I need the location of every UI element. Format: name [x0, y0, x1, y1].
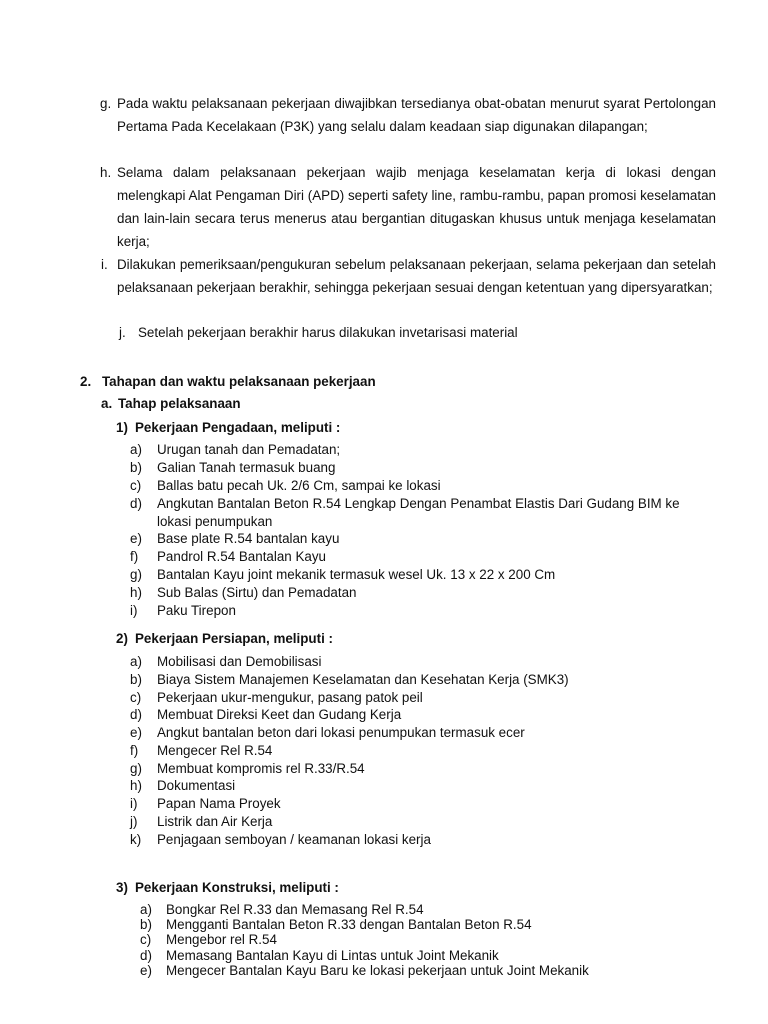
list-item-marker: c): [130, 477, 142, 493]
list-item-text: Ballas batu pecah Uk. 2/6 Cm, sampai ke lokasi: [157, 477, 441, 493]
list-item-marker: b): [140, 917, 152, 933]
list-item-text: Mengecer Bantalan Kayu Baru ke lokasi pekerjaan untuk Joint Mekanik: [166, 962, 589, 978]
paragraph-text: Selama dalam pelaksanaan pekerjaan wajib menjaga keselamatan kerja di lokasi dengan melengkapi Alat Pengaman Diri (APD) seperti safety line, rambu-rambu, papan promosi keselamatan dan lain-lain secara terus menerus atau bergantian ditugaskan khusus untuk menjaga keselamatan kerja;: [117, 165, 716, 249]
paragraph-marker: g.: [100, 96, 112, 111]
list-item-text: Memasang Bantalan Kayu di Lintas untuk Joint Mekanik: [166, 947, 499, 963]
list-item-marker: k): [130, 831, 142, 847]
list-item-text: Base plate R.54 bantalan kayu: [157, 531, 340, 547]
list-item-text: Membuat Direksi Keet dan Gudang Kerja: [157, 707, 402, 723]
list-item-text: Papan Nama Proyek: [157, 796, 281, 811]
paragraph-marker: i.: [101, 257, 108, 272]
list-item-marker: d): [140, 947, 152, 963]
list-item-text: Penjagaan semboyan / keamanan lokasi kerja: [157, 831, 431, 847]
group-heading-konstruksi: [116, 879, 339, 897]
paragraph-text: Setelah pekerjaan berakhir harus dilakukan invetarisasi material: [138, 325, 518, 340]
list-item-text: Pandrol R.54 Bantalan Kayu: [157, 549, 326, 565]
group-title: Pekerjaan Persiapan, meliputi :: [135, 631, 333, 646]
list-item-text: Membuat kompromis rel R.33/R.54: [157, 760, 365, 776]
paragraph-j: [119, 323, 518, 343]
list-item-text: Galian Tanah termasuk buang: [157, 459, 336, 475]
list-item-text: Bantalan Kayu joint mekanik termasuk wesel Uk. 13 x 22 x 200 Cm: [157, 567, 556, 583]
group-title: Pekerjaan Konstruksi, meliputi :: [135, 880, 339, 895]
group-marker: 2): [116, 631, 128, 646]
list-item-text: Urugan tanah dan Pemadatan;: [157, 442, 341, 457]
list-item-marker: g): [130, 760, 142, 776]
paragraph-g: [100, 92, 716, 138]
group-marker: 1): [116, 420, 128, 435]
group-heading-persiapan: [116, 630, 333, 648]
section-marker: 2.: [80, 374, 92, 389]
subsection-marker: a.: [101, 396, 113, 411]
paragraph-h: [100, 161, 716, 253]
list-item-marker: h): [130, 778, 142, 794]
list-item-marker: j): [130, 813, 138, 829]
section-heading: [80, 373, 376, 391]
list-item-text: Sub Balas (Sirtu) dan Pemadatan: [157, 585, 357, 601]
list-item-marker: e): [140, 962, 152, 978]
list-item-marker: a): [130, 654, 142, 669]
group-marker: 3): [116, 880, 128, 895]
list-item-text: Mengganti Bantalan Beton R.33 dengan Bantalan Beton R.54: [166, 917, 532, 933]
list-item-marker: b): [130, 459, 142, 475]
list-item-text: Angkutan Bantalan Beton R.54 Lengkap Dengan Penambat Elastis Dari Gudang BIM ke lokasi penumpukan: [157, 495, 680, 529]
list-item-marker: e): [130, 725, 142, 740]
list-item-marker: f): [130, 742, 139, 758]
list-item-marker: a): [140, 902, 152, 917]
list-item-marker: a): [130, 442, 142, 457]
paragraph-text: Dilakukan pemeriksaan/pengukuran sebelum pelaksanaan pekerjaan, selama pekerjaan dan setelah pelaksanaan pekerjaan berakhir, sehingga pekerjaan sesuai dengan ketentuan yang dipersyaratkan;: [117, 257, 716, 295]
list-item-marker: g): [130, 567, 142, 583]
list-item-text: Dokumentasi: [157, 778, 236, 794]
list-item-text: Pekerjaan ukur-mengukur, pasang patok peil: [157, 689, 423, 705]
list-item-marker: f): [130, 549, 139, 565]
list-item-marker: c): [130, 689, 142, 705]
list-item-marker: i): [130, 796, 138, 811]
list-item-marker: e): [130, 531, 142, 547]
paragraph-i: [101, 253, 716, 299]
list-item-text: Listrik dan Air Kerja: [157, 813, 273, 829]
list-item-marker: d): [130, 495, 142, 511]
subsection-heading: [101, 395, 241, 413]
paragraph-marker: j.: [119, 325, 126, 340]
list-item-marker: i): [130, 603, 138, 619]
list-item-marker: h): [130, 585, 142, 601]
list-item-marker: d): [130, 707, 142, 723]
paragraph-marker: h.: [100, 165, 112, 180]
group-heading-pengadaan: [116, 419, 340, 437]
group-title: Pekerjaan Pengadaan, meliputi :: [135, 420, 341, 435]
list-item-marker: c): [140, 932, 152, 948]
subsection-title: Tahap pelaksanaan: [118, 396, 241, 411]
list-item-text: Mengebor rel R.54: [166, 932, 277, 948]
list-item-text: Mobilisasi dan Demobilisasi: [157, 654, 322, 669]
list-item-marker: b): [130, 671, 142, 687]
list-item-text: Paku Tirepon: [157, 603, 236, 619]
list-item-text: Angkut bantalan beton dari lokasi penumpukan termasuk ecer: [157, 725, 525, 740]
paragraph-text: Pada waktu pelaksanaan pekerjaan diwajibkan tersedianya obat-obatan menurut syarat Pertolongan Pertama Pada Kecelakaan (P3K) yang selalu dalam keadaan siap digunakan dilapangan;: [117, 96, 716, 134]
list-item-text: Mengecer Rel R.54: [157, 742, 273, 758]
list-item-text: Bongkar Rel R.33 dan Memasang Rel R.54: [166, 902, 424, 917]
list-item-text: Biaya Sistem Manajemen Keselamatan dan Kesehatan Kerja (SMK3): [157, 671, 569, 687]
section-title: Tahapan dan waktu pelaksanaan pekerjaan: [102, 374, 376, 389]
